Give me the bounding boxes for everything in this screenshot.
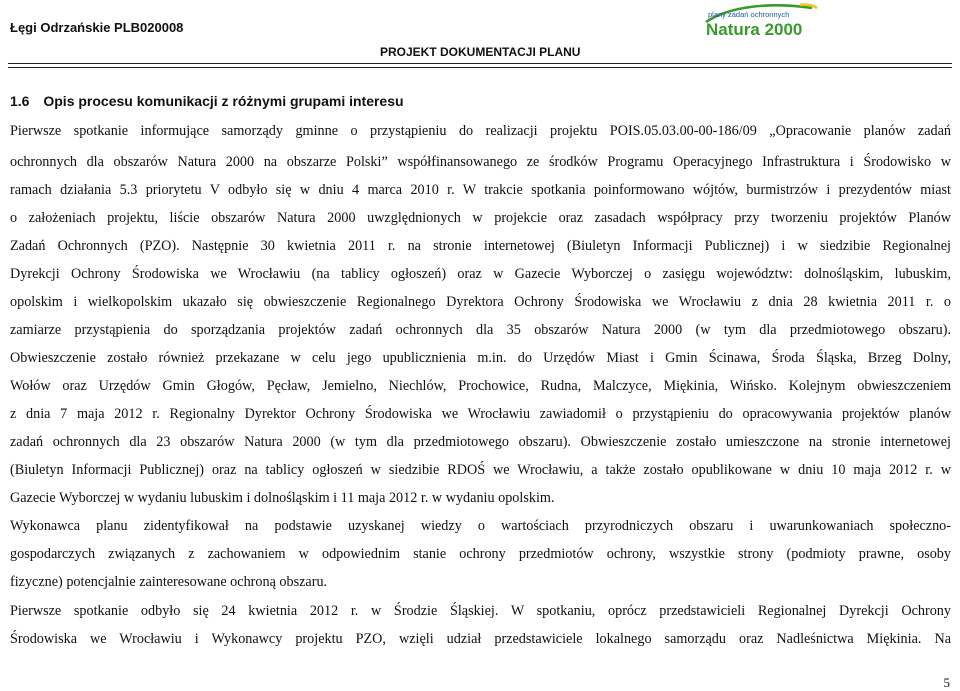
header-divider-thin: [8, 67, 952, 68]
paragraph-line: Wołów oraz Urzędów Gmin Głogów, Pęcław, Jemielno, Niechlów, Prochowice, Rudna, Malczyce, Miękinia, Wińsko. Kolejnym obwieszczeniem: [10, 378, 951, 394]
paragraph-line: zamiarze przystąpienia do sporządzania projektów zadań ochronnych dla 35 obszarów Natura 2000 (w tym dla przedmiotowego obszaru).: [10, 322, 951, 338]
logo-top-text: plany zadań ochronnych: [708, 10, 790, 19]
section-number: 1.6: [10, 93, 30, 109]
paragraph-line: z dnia 7 maja 2012 r. Regionalny Dyrektor Ochrony Środowiska we Wrocławiu zawiadomił o przystąpieniu do opracowywania projektów planów: [10, 406, 951, 422]
section-title-text: Opis procesu komunikacji z różnymi grupami interesu: [43, 93, 404, 109]
natura-2000-logo: [700, 2, 820, 42]
section-heading: [10, 93, 404, 109]
paragraph-line: Pierwsze spotkanie informujące samorządy gminne o przystąpieniu do realizacji projektu POIS.05.03.00-00-186/09 „Opracowanie planów zadań: [10, 123, 951, 139]
logo-main-text: Natura 2000: [706, 20, 803, 39]
paragraph-line: (Biuletyn Informacji Publicznej) oraz na tablicy ogłoszeń w siedzibie RDOŚ we Wrocławiu, a także zostało opublikowane w dniu 10 maja 2012 r. w: [10, 462, 951, 478]
page-number: 5: [943, 675, 950, 690]
paragraph-line: gospodarczych związanych z zachowaniem w odpowiednim stanie ochrony przedmiotów ochrony, wszystkie strony (podmioty prawne, osoby: [10, 546, 951, 562]
header-divider: [8, 63, 952, 64]
paragraph-line: ochronnych dla obszarów Natura 2000 na obszarze Polski” współfinansowanego ze środków Programu Operacyjnego Infrastruktura i Środowisko w: [10, 154, 951, 170]
paragraph-line: Gazecie Wyborczej w wydaniu lubuskim i dolnośląskim i 11 maja 2012 r. w wydaniu opolskim.: [10, 490, 555, 506]
paragraph-line: Obwieszczenie zostało również przekazane w celu jego upublicznienia m.in. do Urzędów Miast i Gmin Ścinawa, Środa Śląska, Brzeg Dolny,: [10, 350, 951, 366]
paragraph-line: Wykonawca planu zidentyfikował na podstawie uzyskanej wiedzy o wartościach przyrodniczych obszaru i uwarunkowaniach społeczno-: [10, 518, 951, 534]
paragraph-line: ramach działania 5.3 priorytetu V odbyło się w dniu 4 marca 2010 r. W trakcie spotkania poinformowano wójtów, burmistrzów i prezydentów miast: [10, 182, 951, 198]
document-header-title: PROJEKT DOKUMENTACJI PLANU: [380, 45, 581, 59]
paragraph-line: opolskim i wielkopolskim ukazało się obwieszczenie Regionalnego Dyrektora Ochrony Środowiska we Wrocławiu z dnia 28 kwietnia 2011 r. o: [10, 294, 951, 310]
paragraph-line: fizyczne) potencjalnie zainteresowane ochroną obszaru.: [10, 574, 328, 590]
paragraph-line: Środowiska we Wrocławiu i Wykonawcy projektu PZO, wzięli udział przedstawiciele lokalnego samorządu oraz Nadleśnictwa Miękinia. Na: [10, 631, 951, 647]
paragraph-line: zadań ochronnych dla 23 obszarów Natura 2000 (w tym dla przedmiotowego obszaru). Obwieszczenie zostało umieszczone na stronie internetowej: [10, 434, 951, 450]
paragraph-line: Dyrekcji Ochrony Środowiska we Wrocławiu (na tablicy ogłoszeń) oraz w Gazecie Wyborczej o zasięgu województw: dolnośląskim, lubuskim,: [10, 266, 951, 282]
document-site-title: Łęgi Odrzańskie PLB020008: [10, 20, 184, 35]
paragraph-line: Pierwsze spotkanie odbyło się 24 kwietnia 2012 r. w Środzie Śląskiej. W spotkaniu, oprócz przedstawicieli Regionalnej Dyrekcji Ochrony: [10, 603, 951, 619]
paragraph-line: o założeniach projektu, liście obszarów Natura 2000 uwzględnionych w projekcie oraz zasadach współpracy przy tworzeniu projektów Planów: [10, 210, 951, 226]
paragraph-line: Zadań Ochronnych (PZO). Następnie 30 kwietnia 2011 r. na stronie internetowej (Biuletyn Informacji Publicznej) i w siedzibie Regionalnej: [10, 238, 951, 254]
